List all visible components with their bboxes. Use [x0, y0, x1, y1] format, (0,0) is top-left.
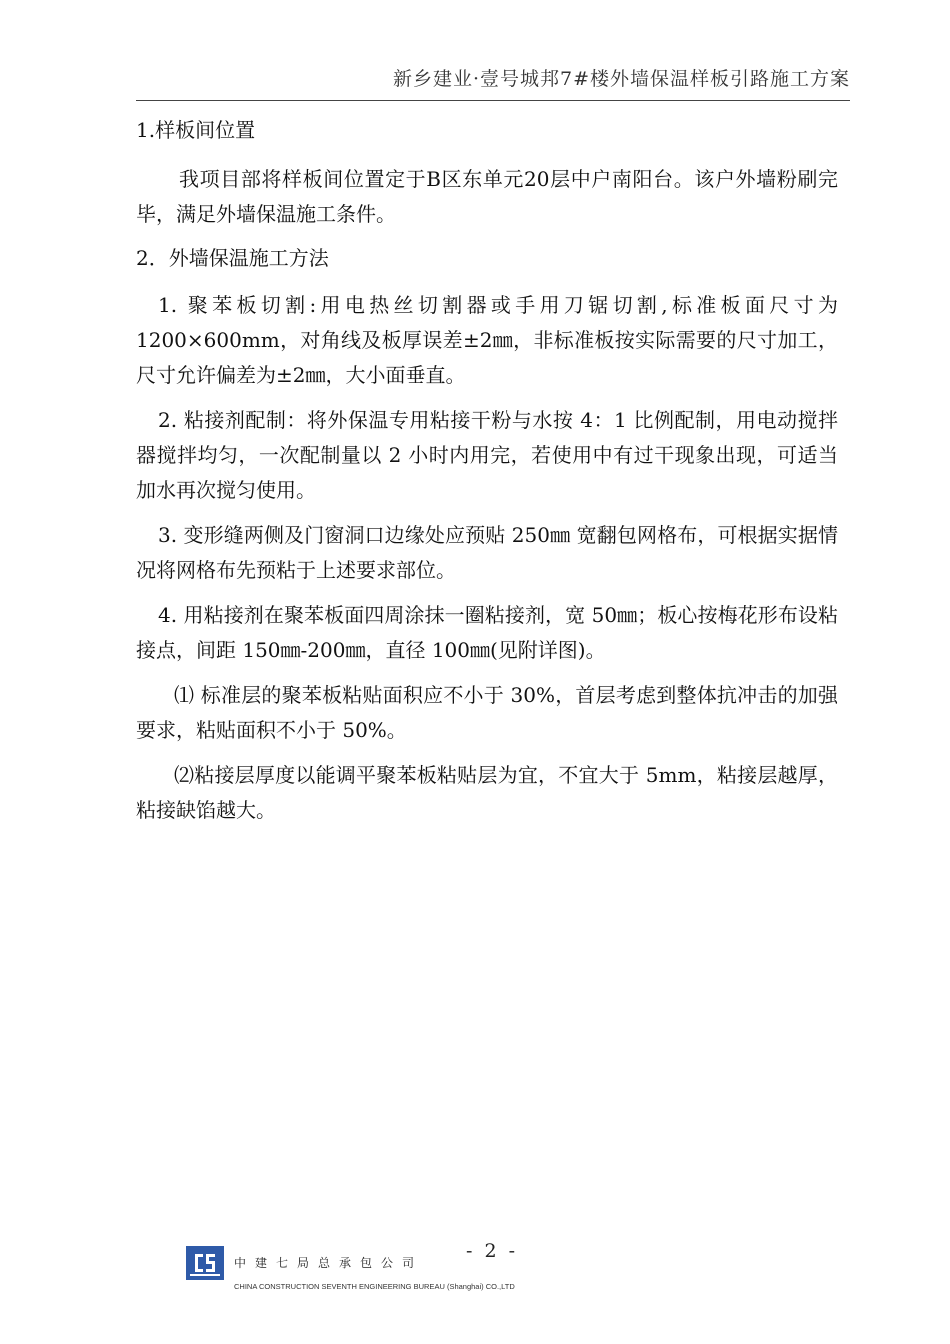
list-item-bonding: 4. 用粘接剂在聚苯板面四周涂抹一圈粘接剂，宽 50㎜；板心按梅花形布设粘接点，间距 150㎜-200㎜，直径 100㎜(见附详图)。: [136, 603, 838, 662]
header-rule: [136, 100, 850, 101]
cscec-logo-icon: [186, 1246, 224, 1280]
list-item-adhesive: 2. 粘接剂配制：将外保温专用粘接干粉与水按 4：1 比例配制，用电动搅拌器搅拌均匀，一次配制量以 2 小时内用完，若使用中有过干现象出现，可适当加水再次搅匀使用。: [136, 408, 838, 502]
list-item-cutting: 1. 聚苯板切割:用电热丝切割器或手用刀锯切割,标准板面尺寸为1200×600mm，对角线及板厚误差±2㎜，非标准板按实际需要的尺寸加工，尺寸允许偏差为±2㎜，大小面垂直。: [136, 293, 838, 387]
company-name-en: CHINA CONSTRUCTION SEVENTH ENGINEERING BUREAU (Shanghai) CO.,LTD: [234, 1282, 515, 1291]
company-name-cn: 中建七局总承包公司: [234, 1256, 424, 1270]
section-heading-1: 1.样板间位置: [136, 118, 256, 142]
section-heading-2: 2．外墙保温施工方法: [136, 246, 329, 270]
sub-item-area: ⑴ 标准层的聚苯板粘贴面积应不小于 30%，首层考虑到整体抗冲击的加强要求，粘贴面积不小于 50%。: [136, 683, 838, 742]
list-item-mesh: 3. 变形缝两侧及门窗洞口边缘处应预贴 250㎜ 宽翻包网格布，可根据实据情况将网格布先预粘于上述要求部位。: [136, 523, 838, 582]
sub-item-thickness: ⑵粘接层厚度以能调平聚苯板粘贴层为宜，不宜大于 5mm，粘接层越厚，粘接缺馅越大。: [136, 763, 838, 822]
intro-paragraph: 我项目部将样板间位置定于B区东单元20层中户南阳台。该户外墙粉刷完毕，满足外墙保温施工条件。: [136, 167, 838, 226]
page-number: - 2 -: [466, 1240, 519, 1262]
page-footer: [186, 1240, 586, 1300]
running-header: 新乡建业·壹号城邦7#楼外墙保温样板引路施工方案: [392, 68, 850, 90]
document-body: [136, 110, 838, 828]
